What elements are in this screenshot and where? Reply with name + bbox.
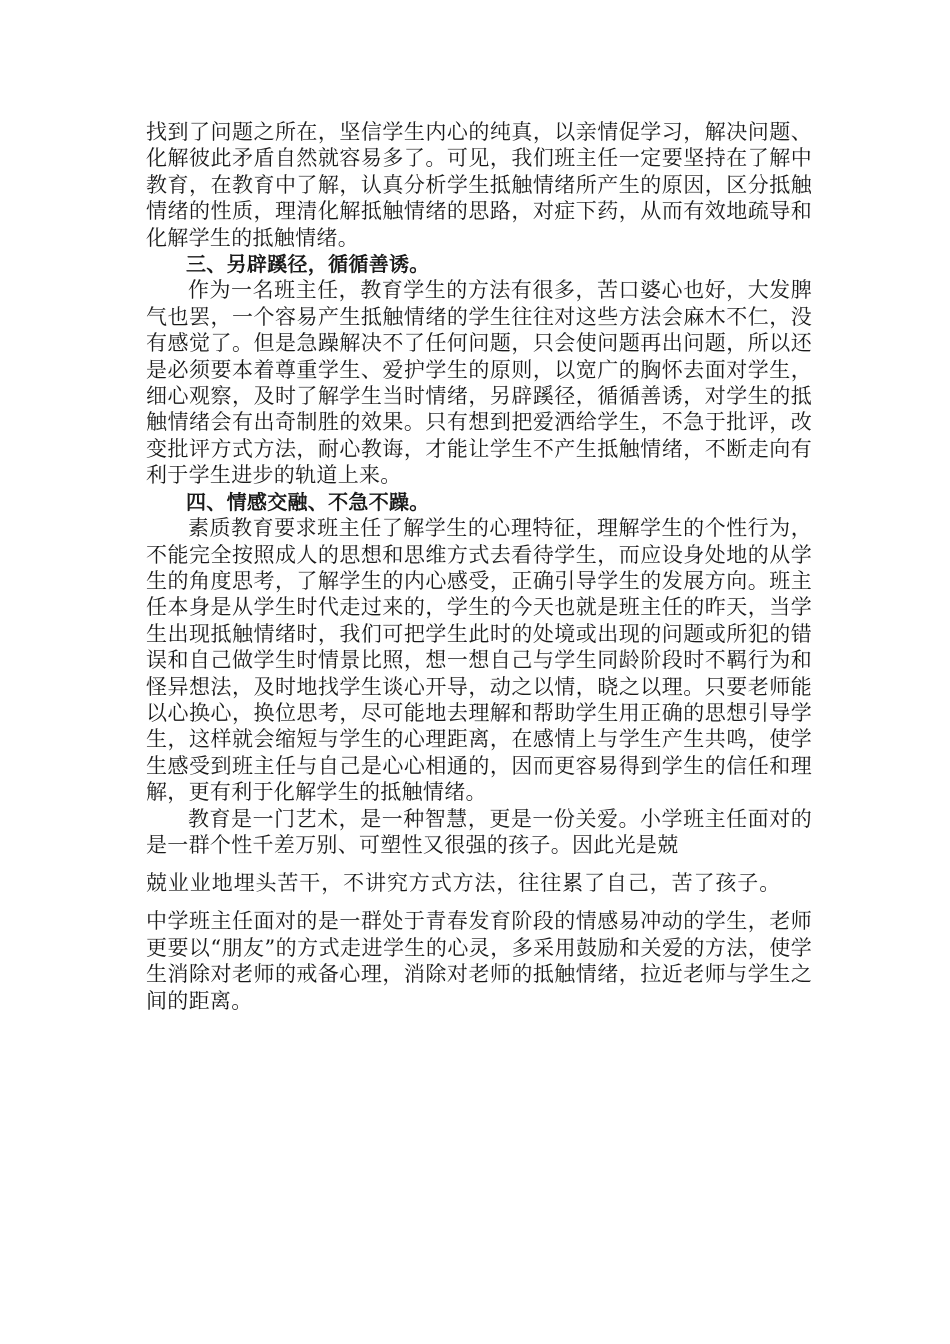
paragraph-intro: 找到了问题之所在，坚信学生内心的纯真，以亲情促学习，解决问题、化解彼此矛盾自然就容易多了。可见，我们班主任一定要坚持在了解中教育，在教育中了解，认真分析学生抵触情绪所产生的原因，区分抵触情绪的性质，理清化解抵触情绪的思路，对症下药，从而有效地疏导和化解学生的抵触情绪。 [146,120,812,250]
paragraph-conclusion: 教育是一门艺术，是一种智慧，更是一份关爱。小学班主任面对的是一群个性千差万别、可塑性又很强的孩子。因此光是兢 [146,806,812,857]
paragraph-section-3: 作为一名班主任，教育学生的方法有很多，苦口婆心也好，大发脾气也罢，一个容易产生抵触情绪的学生往往对这些方法会麻木不仁，没有感觉了。但是急躁解决不了任何问题，只会使问题再出问题，所以还是必须要本着尊重学生、爱护学生的原则，以宽广的胸怀去面对学生，细心观察，及时了解学生当时情绪，另辟蹊径，循循善诱，对学生的抵触情绪会有出奇制胜的效果。只有想到把爱洒给学生，不急于批评，改变批评方式方法，耐心教诲，才能让学生不产生抵触情绪，不断走向有利于学生进步的轨道上来。 [146,278,812,488]
paragraph-middle-school: 中学班主任面对的是一群处于青春发育阶段的情感易冲动的学生，老师更要以“朋友”的方式走进学生的心灵，多采用鼓励和关爱的方法，使学生消除对老师的戒备心理，消除对老师的抵触情绪，拉近老师与学生之间的距离。 [146,909,812,1013]
section-heading-4: 四、情感交融、不急不躁。 [186,489,430,514]
section-heading-3: 三、另辟蹊径，循循善诱。 [186,252,430,277]
document-body [146,119,812,1014]
paragraph-conclusion-continued: 兢业业地埋头苦干，不讲究方式方法，往往累了自己，苦了孩子。 [146,871,782,896]
paragraph-section-4: 素质教育要求班主任了解学生的心理特征，理解学生的个性行为，不能完全按照成人的思想和思维方式去看待学生，而应设身处地的从学生的角度思考，了解学生的内心感受，正确引导学生的发展方向。班主任本身是从学生时代走过来的，学生的今天也就是班主任的昨天，当学生出现抵触情绪时，我们可把学生此时的处境或出现的问题或所犯的错误和自己做学生时情景比照，想一想自己与学生同龄阶段时不羁行为和怪异想法，及时地找学生谈心开导，动之以情，晓之以理。只要老师能以心换心，换位思考，尽可能地去理解和帮助学生用正确的思想引导学生，这样就会缩短与学生的心理距离，在感情上与学生产生共鸣，使学生感受到班主任与自己是心心相通的，因而更容易得到学生的信任和理解，更有利于化解学生的抵触情绪。 [146,516,812,805]
